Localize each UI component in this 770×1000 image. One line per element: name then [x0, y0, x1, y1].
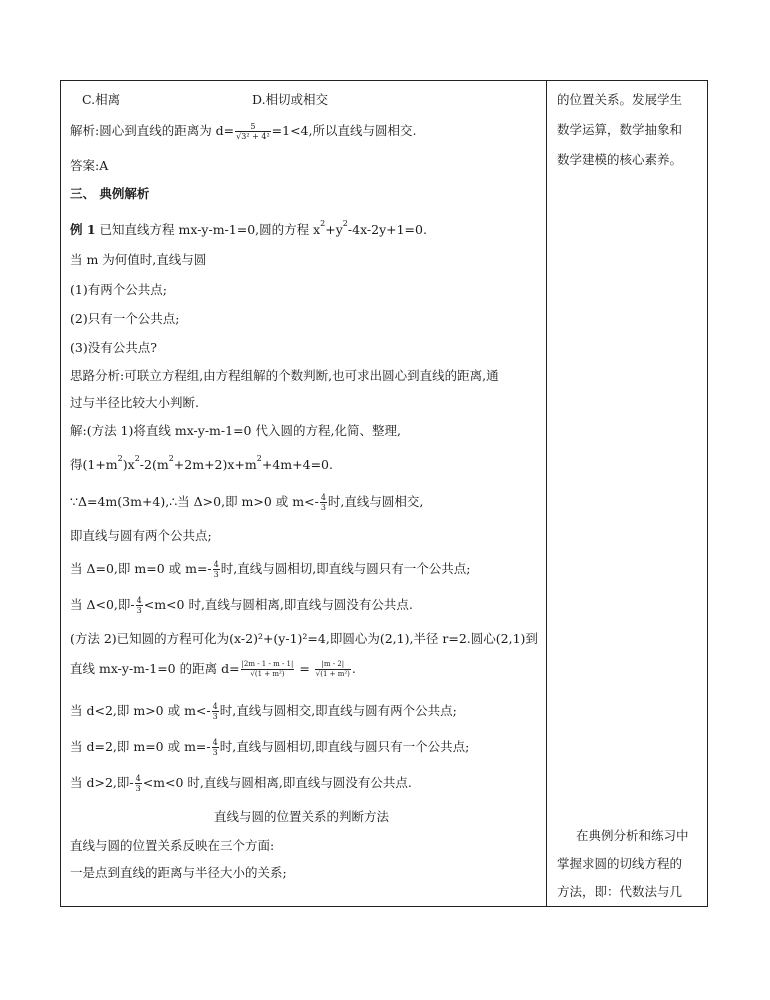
- right-text-6: 方法，即：代数法与几: [557, 884, 683, 899]
- right-text-2: 数学运算，数学抽象和: [557, 122, 683, 137]
- example1-label: 例 1: [70, 222, 96, 237]
- fraction-4-3: [135, 774, 142, 793]
- distance-fraction-2: [315, 660, 351, 679]
- fraction-den: 3: [212, 748, 218, 757]
- fraction-num: 4: [135, 774, 141, 783]
- fraction-den: 3: [136, 606, 142, 615]
- right-text-1: 的位置关系。发展学生: [557, 92, 683, 107]
- equals-sign: =: [295, 661, 314, 676]
- analysis-fraction-num: 5: [235, 122, 270, 132]
- example1-mid: +y: [325, 222, 343, 237]
- question-intro: 当 m 为何值时,直线与圆: [70, 252, 207, 267]
- line-prefix: 当 d>2,即-: [70, 775, 134, 790]
- fraction-4-3: [213, 560, 220, 579]
- eq-part: -2(m: [139, 457, 169, 472]
- fraction-den: 3: [212, 712, 218, 721]
- fraction-num: 4: [136, 596, 142, 605]
- option-c: C.相离: [82, 92, 121, 107]
- delta-suffix: 时,直线与圆相交,: [327, 494, 424, 509]
- line-suffix: <m<0 时,直线与圆相离,即直线与圆没有公共点.: [143, 597, 413, 612]
- line-suffix: 时,直线与圆相交,即直线与圆有两个公共点;: [219, 703, 457, 718]
- summary-line-2: 一是点到直线的距离与半径大小的关系;: [70, 865, 287, 880]
- right-text-5: 掌握求圆的切线方程的: [557, 856, 683, 871]
- delta-line: [70, 493, 423, 512]
- line-suffix: <m<0 时,直线与圆相离,即直线与圆没有公共点.: [142, 775, 412, 790]
- exponent: 2: [256, 454, 262, 463]
- line-prefix: 当 d=2,即 m=0 或 m=-: [70, 739, 211, 754]
- exponent: 2: [134, 454, 140, 463]
- right-text-3: 数学建模的核心素养。: [557, 152, 683, 167]
- solution-method1: 解:(方法 1)将直线 mx-y-m-1=0 代入圆的方程,化简、整理,: [70, 423, 401, 438]
- line-prefix: 当 Δ<0,即-: [70, 597, 135, 612]
- fraction-num: 4: [212, 738, 218, 747]
- delta-zero-line: [70, 560, 470, 579]
- delta-prefix: ∵Δ=4m(3m+4),∴当 Δ>0,即 m>0 或 m<-: [70, 494, 319, 509]
- fraction-den: 3: [135, 784, 141, 793]
- line-prefix: 当 Δ=0,即 m=0 或 m=-: [70, 561, 212, 576]
- method2-line: (方法 2)已知圆的方程可化为(x-2)²+(y-1)²=4,即圆心为(2,1),半径 r=2.圆心(2,1)到: [70, 631, 538, 646]
- exponent: 2: [342, 219, 348, 228]
- fraction-den: 3: [320, 503, 326, 512]
- eq-part: +2m+2)x+m: [173, 457, 257, 472]
- option-d: D.相切或相交: [252, 92, 329, 107]
- distance-prefix: 直线 mx-y-m-1=0 的距离 d=: [70, 661, 240, 676]
- idea-line-2: 过与半径比较大小判断.: [70, 395, 199, 410]
- analysis-fraction-den: √3² + 4²: [236, 132, 270, 141]
- column-divider: [546, 80, 547, 907]
- fraction-num: 4: [212, 702, 218, 711]
- fraction-4-3: [320, 493, 327, 512]
- eq-part: )x: [122, 457, 135, 472]
- analysis-fraction: [235, 122, 270, 141]
- fraction-num: 4: [320, 493, 326, 502]
- fraction-den: 3: [213, 570, 219, 579]
- fraction-num: |2m - 1 - m - 1|: [241, 660, 294, 668]
- right-text-4: 在典例分析和练习中: [576, 828, 689, 843]
- exponent: 2: [168, 454, 174, 463]
- summary-line-1: 直线与圆的位置关系反映在三个方面:: [70, 838, 275, 853]
- fraction-4-3: [212, 738, 219, 757]
- answer-line: 答案:A: [70, 158, 109, 173]
- question-1: (1)有两个公共点;: [70, 282, 167, 297]
- fraction-num: |m - 2|: [315, 660, 351, 670]
- analysis-prefix: 解析:圆心到直线的距离为 d=: [70, 123, 235, 138]
- eq-part: +4m+4=0.: [261, 457, 333, 472]
- fraction-4-3: [212, 702, 219, 721]
- fraction-4-3: [136, 596, 143, 615]
- analysis-line: [70, 122, 416, 141]
- case-intersect-line: [70, 702, 457, 721]
- equation-line: [70, 454, 333, 475]
- idea-line-1: 思路分析:可联立方程组,由方程组解的个数判断,也可求出圆心到直线的距离,通: [70, 368, 499, 383]
- fraction-den: √(1 + m²): [315, 670, 350, 678]
- method-title: 直线与圆的位置关系的判断方法: [214, 809, 390, 824]
- case-tangent-line: [70, 738, 469, 757]
- case-separate-line: [70, 774, 412, 793]
- fraction-num: 4: [213, 560, 219, 569]
- eq-part: 得(1+m: [70, 457, 118, 472]
- example1-text: 已知直线方程 mx-y-m-1=0,圆的方程 x: [95, 222, 321, 237]
- delta-negative-line: [70, 596, 413, 615]
- example1-end: -4x-2y+1=0.: [347, 222, 427, 237]
- distance-line: [70, 660, 356, 679]
- period: .: [351, 661, 356, 676]
- exponent: 2: [117, 454, 123, 463]
- line-prefix: 当 d<2,即 m>0 或 m<-: [70, 703, 211, 718]
- line-suffix: 时,直线与圆相切,即直线与圆只有一个公共点;: [220, 561, 471, 576]
- question-3: (3)没有公共点?: [70, 340, 157, 355]
- line-suffix: 时,直线与圆相切,即直线与圆只有一个公共点;: [219, 739, 470, 754]
- fraction-den: √(1 + m²): [250, 670, 285, 678]
- distance-fraction-1: [241, 660, 295, 679]
- example1-line: [70, 219, 427, 240]
- section-title: 三、 典例解析: [70, 186, 150, 201]
- analysis-suffix: =1<4,所以直线与圆相交.: [271, 123, 417, 138]
- exponent: 2: [320, 219, 326, 228]
- two-points-line: 即直线与圆有两个公共点;: [70, 528, 212, 543]
- question-2: (2)只有一个公共点;: [70, 311, 180, 326]
